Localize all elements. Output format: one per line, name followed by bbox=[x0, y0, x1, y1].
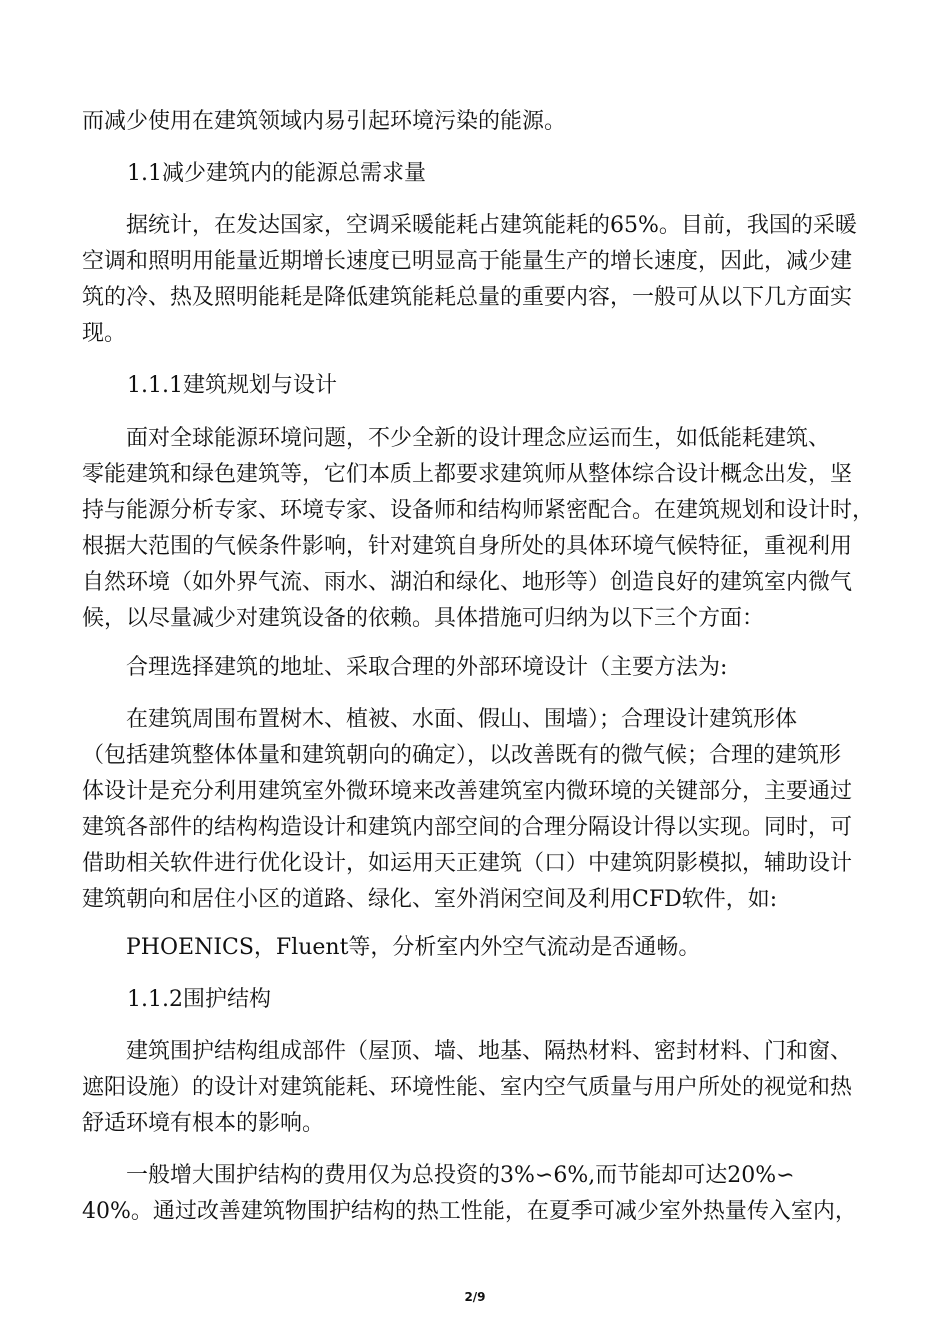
text-line: 合理选择建筑的地址、采取合理的外部环境设计（主要方法为: bbox=[126, 655, 728, 680]
paragraph-software bbox=[82, 930, 872, 966]
text-line: 空调和照明用能量近期增长速度已明显高于能量生产的增长速度，因此，减少建 bbox=[82, 249, 853, 274]
text-line: 借助相关软件进行优化设计，如运用天正建筑（口）中建筑阴影模拟，辅助设计 bbox=[82, 851, 853, 876]
text-line: 现。 bbox=[82, 321, 127, 346]
text-line: 遮阳设施）的设计对建筑能耗、环境性能、室内空气质量与用户所处的视觉和热 bbox=[82, 1075, 853, 1100]
text-line: 在建筑周围布置树木、植被、水面、假山、围墙）；合理设计建筑形体 bbox=[126, 707, 798, 732]
text-line: 面对全球能源环境问题，不少全新的设计理念应运而生，如低能耗建筑、 bbox=[126, 426, 831, 451]
text-line: 一般增大围护结构的费用仅为总投资的3%∽6%,而节能却可达20%∽ bbox=[126, 1163, 795, 1188]
text-line: 而减少使用在建筑领域内易引起环境污染的能源。 bbox=[82, 109, 567, 134]
text-line: 建筑各部件的结构构造设计和建筑内部空间的合理分隔设计得以实现。同时，可 bbox=[82, 815, 853, 840]
page-number: 2/9 bbox=[464, 1290, 486, 1304]
paragraph-intro bbox=[82, 104, 872, 140]
paragraph-planning bbox=[82, 421, 875, 637]
text-line: 零能建筑和绿色建筑等，它们本质上都要求建筑师从整体综合设计概念出发，坚 bbox=[82, 462, 853, 487]
text-line: 体设计是充分利用建筑室外微环境来改善建筑室内微环境的关键部分，主要通过 bbox=[82, 779, 853, 804]
paragraph-measures bbox=[82, 702, 872, 918]
text-line: PHOENICS，Fluent等，分析室内外空气流动是否通畅。 bbox=[126, 935, 701, 960]
text-line: 建筑围护结构组成部件（屋顶、墙、地基、隔热材料、密封材料、门和窗、 bbox=[126, 1039, 853, 1064]
heading-1-1: 1.1减少建筑内的能源总需求量 bbox=[127, 161, 426, 186]
paragraph-envelope bbox=[82, 1034, 872, 1142]
text-line: （包括建筑整体体量和建筑朝向的确定），以改善既有的微气候；合理的建筑形 bbox=[82, 743, 842, 768]
text-line: 据统计，在发达国家，空调采暖能耗占建筑能耗的65%。目前，我国的采暖 bbox=[126, 213, 857, 238]
text-line: 候，以尽量减少对建筑设备的依赖。具体措施可归纳为以下三个方面： bbox=[82, 606, 765, 631]
text-line: 根据大范围的气候条件影响，针对建筑自身所处的具体环境气候特征，重视利用 bbox=[82, 534, 853, 559]
text-line: 建筑朝向和居住小区的道路、绿化、室外消闲空间及利用CFD软件，如: bbox=[82, 887, 778, 912]
text-line: 自然环境（如外界气流、雨水、湖泊和绿化、地形等）创造良好的建筑室内微气 bbox=[82, 570, 853, 595]
paragraph-site-selection bbox=[82, 650, 872, 686]
text-line: 40%。通过改善建筑物围护结构的热工性能，在夏季可减少室外热量传入室内， bbox=[82, 1199, 857, 1224]
paragraph-statistics bbox=[82, 208, 872, 352]
text-line: 筑的冷、热及照明能耗是降低建筑能耗总量的重要内容，一般可从以下几方面实 bbox=[82, 285, 853, 310]
heading-1-1-1: 1.1.1建筑规划与设计 bbox=[127, 373, 337, 398]
heading-1-1-2: 1.1.2围护结构 bbox=[127, 987, 271, 1012]
text-line: 持与能源分析专家、环境专家、设备师和结构师紧密配合。在建筑规划和设计时， bbox=[82, 498, 875, 523]
paragraph-cost bbox=[82, 1158, 872, 1230]
text-line: 舒适环境有根本的影响。 bbox=[82, 1111, 325, 1136]
